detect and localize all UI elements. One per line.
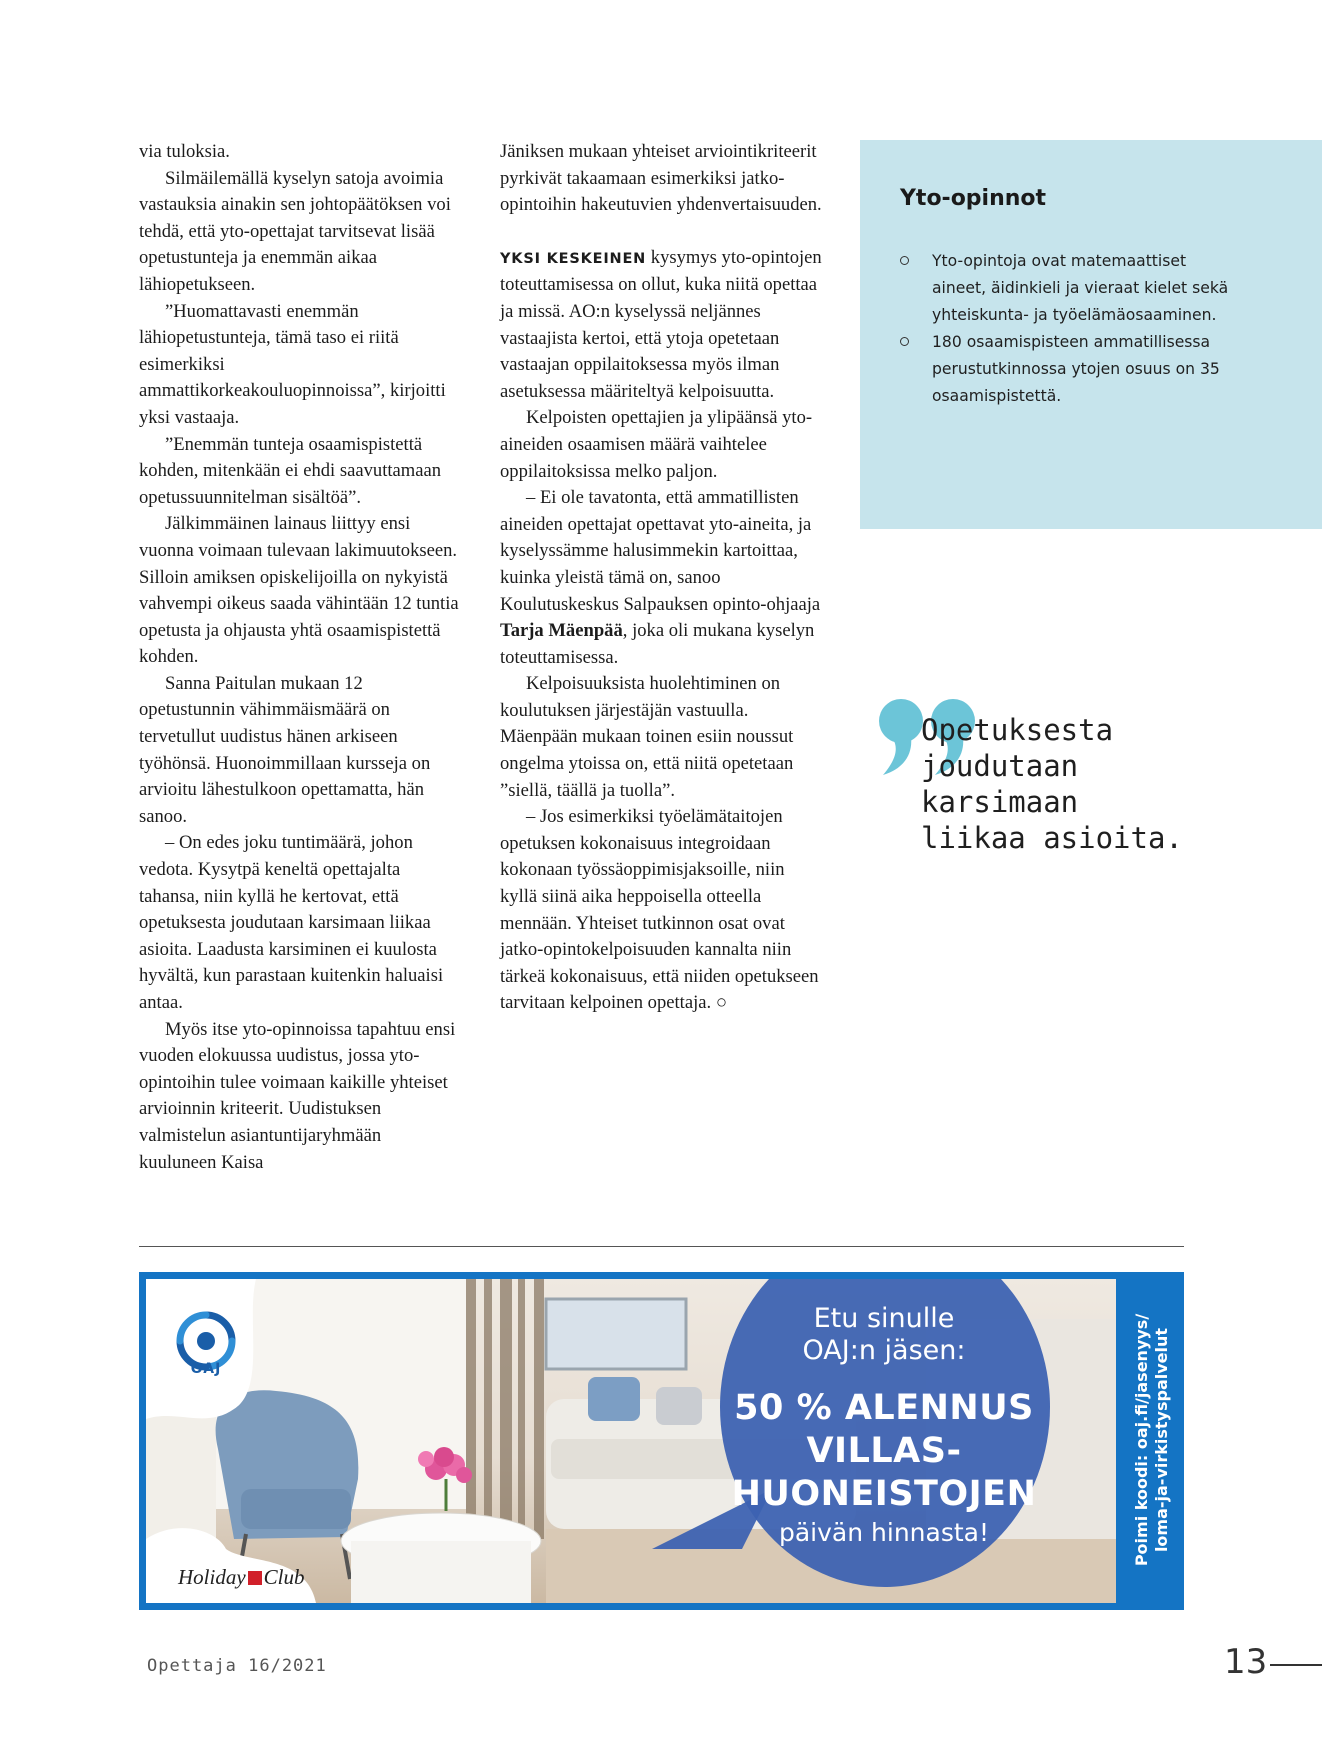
pull-quote-line: Opetuksesta: [921, 713, 1114, 747]
list-item: Yto-opintoja ovat matemaattiset aineet, äidinkieli ja vieraat kielet sekä yhteiskunta- ja työelämäosaaminen.: [900, 248, 1240, 329]
ad-line: OAJ:n jäsen:: [802, 1335, 966, 1366]
circle-bullet-icon: [900, 256, 909, 265]
ad-photo: [146, 1279, 1116, 1603]
fact-box-list: [900, 248, 1240, 410]
end-mark-icon: ○: [715, 992, 728, 1014]
ad-side-line[interactable]: loma-ja-virkistyspalvelut: [1152, 1327, 1171, 1553]
person-name: Tarja Mäenpää: [500, 620, 623, 642]
paragraph: – Ei ole tavatonta, että ammatillisten aineiden opettajat opettavat yto-aineita, ja kyselyssämme halusimmekin kartoittaa, kuinka yleistä tämä on, sanoo Koulutuskeskus Salpauksen opinto-ohjaaja Tarja Mäenpää, joka oli mukana kyselyn toteuttamisessa.: [500, 487, 821, 668]
pull-quote-line: liikaa asioita.: [921, 821, 1183, 855]
paragraph: ”Enemmän tunteja osaamispistettä kohden, mitenkään ei ehdi saavuttamaan opetussuunnitelman sisältöä”.: [139, 433, 442, 508]
paragraph: Jäniksen mukaan yhteiset arviointikriteerit pyrkivät takaamaan esimerkiksi jatko-opintoihin hakeutuvien yhdenvertaisuuden.: [500, 141, 822, 216]
paragraph: – Jos esimerkiksi työelämätaitojen opetuksen kokonaisuus integroidaan kokonaan työssäoppimisjaksoille, niin kyllä siinä aika heppoisella otteella mennään. Yhteiset tutkinnon osat ovat jatko-opintokelpoisuuden kannalta niin tärkeä kokonaisuus, että niiden opetukseen tarvitaan kelpoinen opettaja. ○: [500, 806, 819, 1014]
paragraph: ”Huomattavasti enemmän lähiopetustunteja, tämä taso ei riitä esimerkiksi ammattikorkeakouluopinnoissa”, kirjoitti yksi vastaaja.: [139, 300, 446, 428]
divider: [139, 1246, 1184, 1247]
paragraph: Silmäilemällä kyselyn satoja avoimia vastauksia ainakin sen johtopäätöksen voi tehdä, että yto-opettajat tarvitsevat lisää opetustunteja ja enemmän aikaa lähiopetukseen.: [139, 167, 451, 295]
holiday-club-logo: Holiday Club: [178, 1565, 305, 1589]
ad-side-line[interactable]: Poimi koodi: oaj.fi/jasenyys/: [1132, 1313, 1151, 1567]
article-column-1: [139, 139, 459, 1176]
pull-quote: [921, 712, 1321, 856]
paragraph: YKSI KESKEINEN kysymys yto-opintojen toteuttamisessa on ollut, kuka niitä opettaa ja missä. AO:n kyselyssä neljännes vastaajista kertoi, että ytoja opetetaan vastaajan oppilaitoksessa myös ilman asetuksessa määriteltyä kelpoisuutta.: [500, 246, 822, 402]
paragraph: via tuloksia.: [139, 141, 230, 162]
section-lead-caps: YKSI KESKEINEN: [500, 250, 647, 267]
fact-box: [860, 140, 1322, 529]
ad-headline: 50 % ALENNUS VILLAS- HUONEISTOJEN: [731, 1388, 1037, 1514]
fact-box-title: Yto-opinnot: [900, 186, 1047, 211]
paragraph: Jälkimmäinen lainaus liittyy ensi vuonna voimaan tulevaan lakimuutokseen. Silloin amiksen opiskelijoilla on nykyistä vahvempi oikeus saada vähintään 12 tuntia opetusta ja ohjausta yhtä osaamispistettä kohden.: [139, 513, 459, 668]
paragraph: Kelpoisten opettajien ja ylipäänsä yto-aineiden osaamisen määrä vaihtelee oppilaitoksissa melko paljon.: [500, 407, 813, 482]
ad-line: Etu sinulle: [813, 1303, 955, 1334]
magazine-issue: Opettaja 16/2021: [147, 1656, 327, 1676]
red-square-icon: [248, 1571, 262, 1585]
paragraph: – On edes joku tuntimäärä, johon vedota. Kysytpä keneltä opettajalta tahansa, niin kyllä he kertovat, että opetuksesta joudutaan karsimaan liikaa asioita. Laadusta karsiminen ei kuulosta hyvältä, kun parastaan kuitenkin haluaisi antaa.: [139, 832, 444, 1013]
oaj-logo-text: OAJ: [190, 1361, 222, 1377]
ad-side-strip: [1122, 1280, 1182, 1600]
pull-quote-line: joudutaan: [921, 749, 1079, 783]
paragraph: Kelpoisuuksista huolehtiminen on koulutuksen järjestäjän vastuulla. Mäenpään mukaan toinen esiin noussut ongelma ytoissa on, että niitä opetetaan ”siellä, täällä ja tuolla”.: [500, 673, 794, 801]
paragraph: Myös itse yto-opinnoissa tapahtuu ensi vuoden elokuussa uudistus, jossa yto-opintoihin tulee voimaan kaikille yhteiset arvioinnin kriteerit. Uudistuksen valmistelun asiantuntijaryhmään kuuluneen Kaisa: [139, 1018, 456, 1173]
advertisement[interactable]: [139, 1272, 1184, 1610]
circle-bullet-icon: [900, 337, 909, 346]
list-item: 180 osaamispisteen ammatillisessa perustutkinnossa ytojen osuus on 35 osaamispistettä.: [900, 329, 1240, 410]
article-column-2: [500, 139, 825, 1017]
page-number: 13: [1224, 1642, 1268, 1682]
ad-line: päivän hinnasta!: [778, 1518, 989, 1547]
page-number-rule: [1270, 1664, 1322, 1666]
paragraph: Sanna Paitulan mukaan 12 opetustunnin vähimmäismäärä on tervetullut uudistus hänen arkiseen työhönsä. Huonoimmillaan kursseja on arvioitu lähestulkoon opettamatta, hän sanoo.: [139, 672, 431, 827]
pull-quote-line: karsimaan: [921, 785, 1079, 819]
